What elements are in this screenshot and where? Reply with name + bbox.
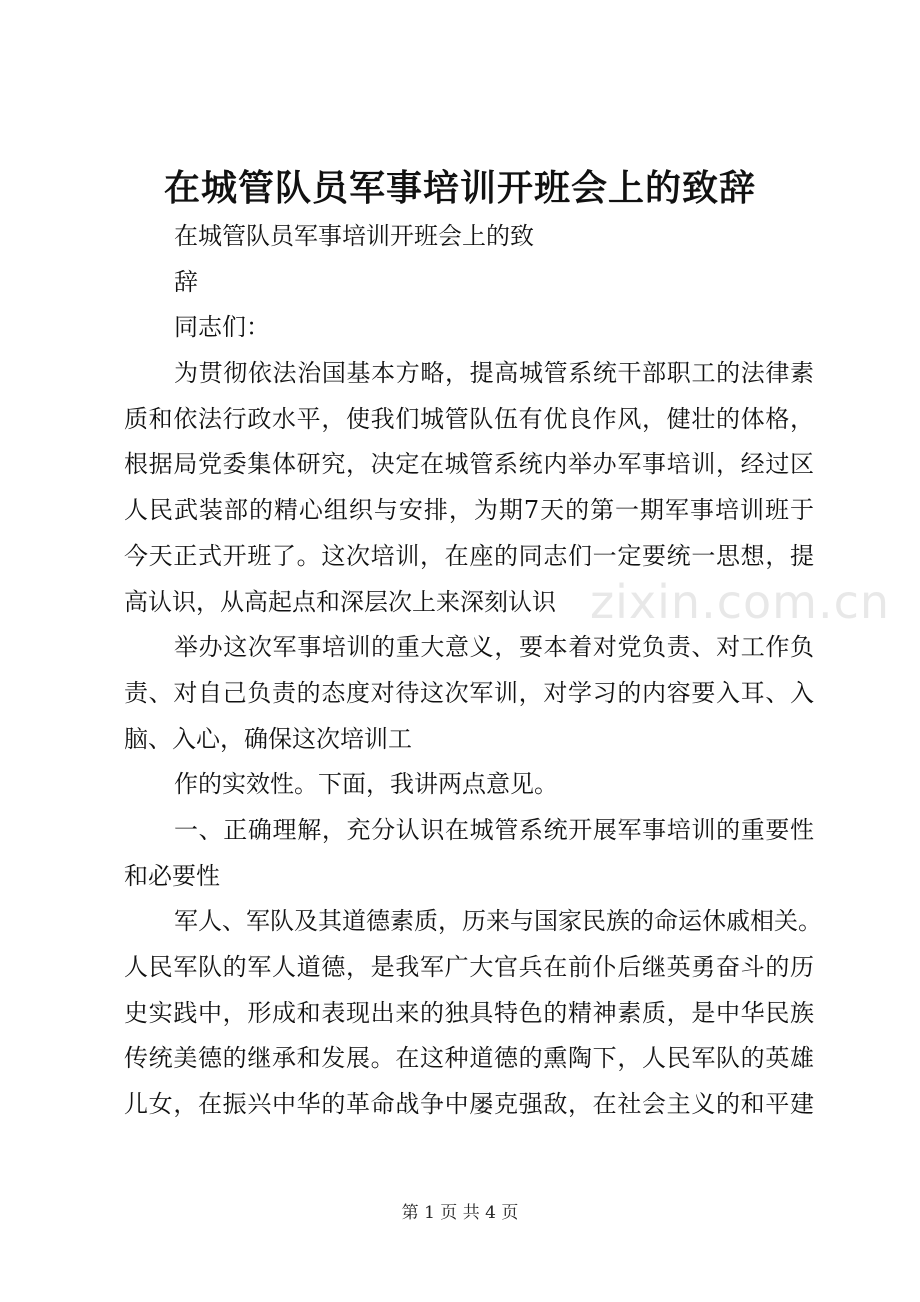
text-line: 为贯彻依法治国基本方略，提高城管系统干部职工的法律素	[174, 359, 814, 388]
text-line: 举办这次军事培训的重大意义，要本着对党负责、对工作负	[174, 633, 814, 662]
page-footer: 第 1 页 共 4 页	[401, 1203, 519, 1223]
text-line: 在城管队员军事培训开班会上的致	[174, 222, 534, 250]
text-line: 质和依法行政水平，使我们城管队伍有优良作风，健壮的体格，	[124, 404, 814, 433]
text-line: 高认识，从高起点和深层次上来深刻认识	[124, 587, 556, 616]
text-line: 责、对自己负责的态度对待这次军训，对学习的内容要入耳、入	[124, 678, 814, 707]
text-line: 一、正确理解，充分认识在城管系统开展军事培训的重要性	[174, 815, 814, 844]
text-line: 人民武装部的精心组织与安排，为期7天的第一期军事培训班于	[124, 496, 814, 525]
text-line: 和必要性	[124, 861, 220, 890]
text-line: 今天正式开班了。这次培训，在座的同志们一定要统一思想，提	[124, 541, 814, 570]
document-body	[124, 214, 822, 1128]
text-line: 根据局党委集体研究，决定在城管系统内举办军事培训，经过区	[124, 450, 814, 479]
text-line: 儿女，在振兴中华的革命战争中屡克强敌，在社会主义的和平建	[124, 1090, 814, 1119]
text-line: 史实践中，形成和表现出来的独具特色的精神素质，是中华民族	[124, 998, 814, 1027]
text-line: 传统美德的继承和发展。在这种道德的熏陶下，人民军队的英雄	[124, 1044, 814, 1073]
text-line: 军人、军队及其道德素质，历来与国家民族的命运休戚相关。	[174, 907, 822, 936]
text-line: 脑、入心，确保这次培训工	[124, 724, 412, 753]
text-line: 人民军队的军人道德，是我军广大官兵在前仆后继英勇奋斗的历	[124, 953, 814, 981]
text-line: 辞	[174, 267, 198, 296]
text-line: 作的实效性。下面，我讲两点意见。	[174, 770, 558, 799]
document-title: 在城管队员军事培训开班会上的致辞	[163, 167, 756, 209]
text-line: 同志们：	[174, 313, 270, 342]
watermark: zixin.com.cn	[590, 575, 891, 629]
